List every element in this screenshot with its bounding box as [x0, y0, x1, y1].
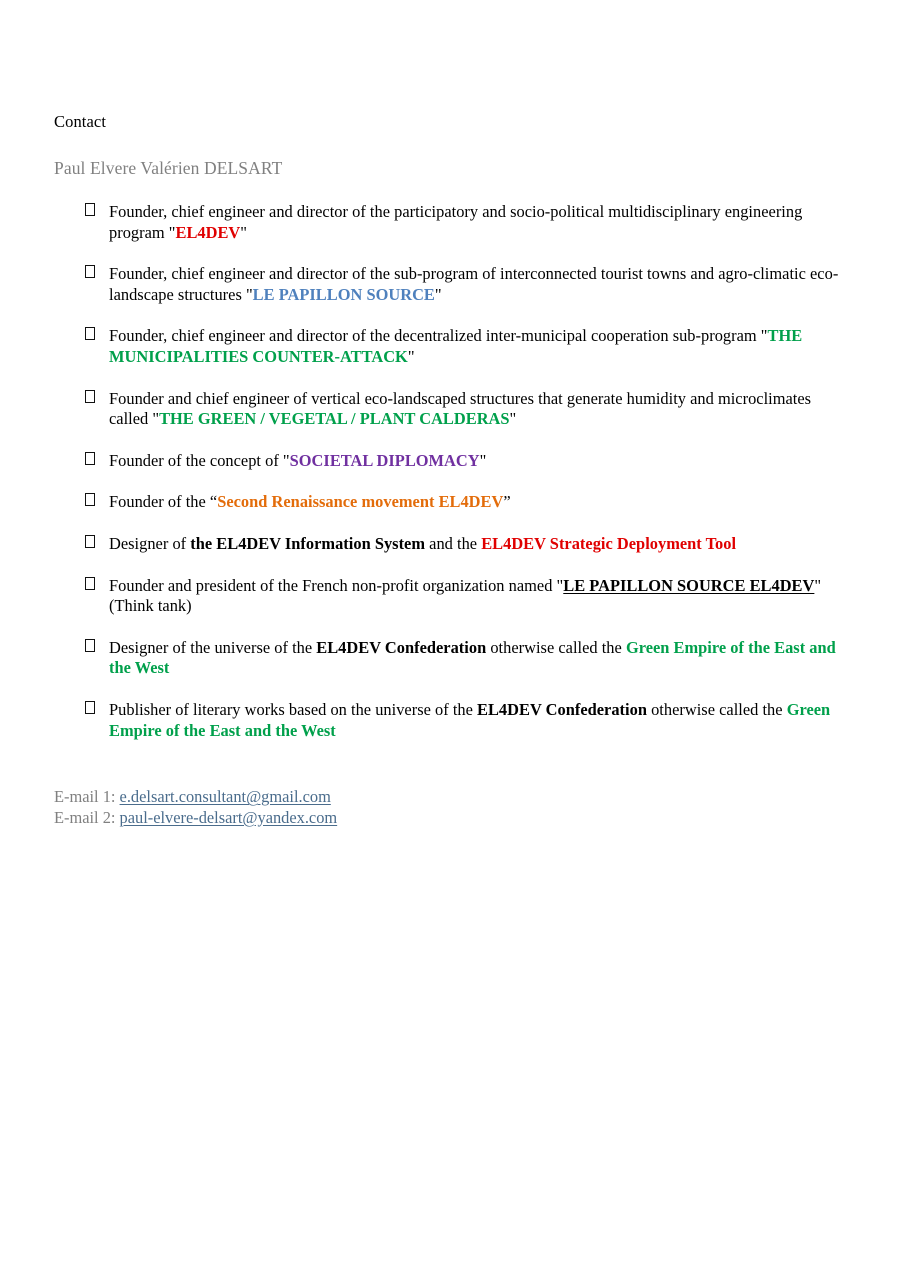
text-run-plain: otherwise called the	[486, 637, 626, 657]
credentials-list	[54, 202, 850, 741]
bullet-text	[109, 492, 850, 513]
bullet-square-icon	[85, 203, 95, 216]
text-run-plain: "	[240, 222, 248, 242]
text-run-plain: Designer of	[109, 534, 191, 554]
bullet-second-renaissance	[54, 492, 850, 513]
bullet-square-icon	[85, 493, 95, 506]
text-run-plain: Founder of the “	[109, 492, 218, 512]
email-row-1	[54, 787, 850, 808]
bullet-text	[109, 638, 850, 679]
bullet-square-icon	[85, 390, 95, 403]
bullet-square-icon	[85, 265, 95, 278]
text-run-plain: and the	[425, 534, 482, 554]
bullet-square-icon	[85, 327, 95, 340]
email-block	[54, 787, 850, 828]
text-run-plain: Founder, chief engineer and director of the sub-program of interconnected tourist towns and agro-climatic eco-landscape structures "	[109, 264, 839, 304]
text-run-purple: SOCIETAL DIPLOMACY	[289, 450, 480, 470]
text-run-plain: "	[479, 450, 487, 470]
bullet-text	[109, 326, 850, 367]
bullet-text	[109, 264, 850, 305]
page-title: Contact	[54, 112, 107, 131]
bullet-square-icon	[85, 577, 95, 590]
bullet-text	[109, 534, 850, 555]
bullet-text	[109, 700, 850, 741]
bullet-square-icon	[85, 639, 95, 652]
text-run-plain: Founder and president of the French non-profit organization named "	[109, 575, 564, 595]
bullet-societal-diplomacy	[54, 451, 850, 472]
bullet-text	[109, 576, 850, 617]
text-run-plain: Founder, chief engineer and director of the decentralized inter-municipal cooperation sub-program "	[109, 326, 768, 346]
text-run-green: THE MUNICIPALITIES COUNTER-ATTACK	[109, 326, 803, 367]
text-run-red: EL4DEV Strategic Deployment Tool	[481, 534, 737, 554]
text-run-bold-underline: LE PAPILLON SOURCE EL4DEV	[563, 575, 815, 595]
text-run-plain: Founder of the concept of "	[109, 450, 290, 470]
email-row-2	[54, 808, 850, 829]
email-link-1[interactable]: e.delsart.consultant@gmail.com	[119, 787, 331, 807]
bullet-el4dev-program	[54, 202, 850, 243]
text-run-blue: LE PAPILLON SOURCE	[252, 284, 435, 304]
email-link-2[interactable]: paul-elvere-delsart@yandex.com	[119, 807, 338, 827]
bullet-le-papillon-source	[54, 264, 850, 305]
text-run-plain: "	[407, 347, 415, 367]
text-run-red: EL4DEV	[175, 222, 241, 242]
text-run-plain: " (Think tank)	[109, 575, 822, 616]
bullet-green-plant-calderas	[54, 389, 850, 430]
text-run-bold: EL4DEV Confederation	[477, 700, 647, 719]
text-run-plain: Publisher of literary works based on the universe of the	[109, 700, 478, 719]
text-run-plain: Designer of the universe of the	[109, 637, 317, 657]
text-run-plain: "	[434, 284, 442, 304]
bullet-nonprofit-think-tank	[54, 576, 850, 617]
text-run-green: THE GREEN / VEGETAL / PLANT CALDERAS	[159, 409, 510, 429]
bullet-square-icon	[85, 452, 95, 465]
bullet-publisher-literary	[54, 700, 850, 741]
text-run-plain: otherwise called the	[646, 700, 787, 719]
person-name: Paul Elvere Valérien DELSART	[54, 157, 283, 178]
bullet-text	[109, 451, 850, 472]
text-run-bold: the EL4DEV Information System	[190, 534, 426, 554]
email-label-1: E-mail 1:	[54, 787, 120, 807]
bullet-square-icon	[85, 535, 95, 548]
bullet-text	[109, 202, 850, 243]
text-run-plain: ”	[503, 492, 511, 512]
bullet-universe-designer	[54, 638, 850, 679]
text-run-green: Green Empire of the East and the West	[109, 637, 836, 678]
email-label-2: E-mail 2:	[54, 807, 120, 827]
text-run-plain: Founder, chief engineer and director of the participatory and socio-political multidisciplinary engineering program "	[109, 202, 803, 242]
text-run-bold: EL4DEV Confederation	[316, 637, 487, 657]
text-run-green: Green Empire of the East and the West	[109, 700, 831, 740]
bullet-information-system	[54, 534, 850, 555]
bullet-municipalities-counter-attack	[54, 326, 850, 367]
bullet-text	[109, 389, 850, 430]
bullet-square-icon	[85, 701, 95, 714]
text-run-plain: Founder and chief engineer of vertical eco-landscaped structures that generate humidity and microclimates called "	[109, 388, 812, 429]
text-run-plain: "	[509, 409, 517, 429]
text-run-orange: Second Renaissance movement EL4DEV	[217, 492, 504, 512]
